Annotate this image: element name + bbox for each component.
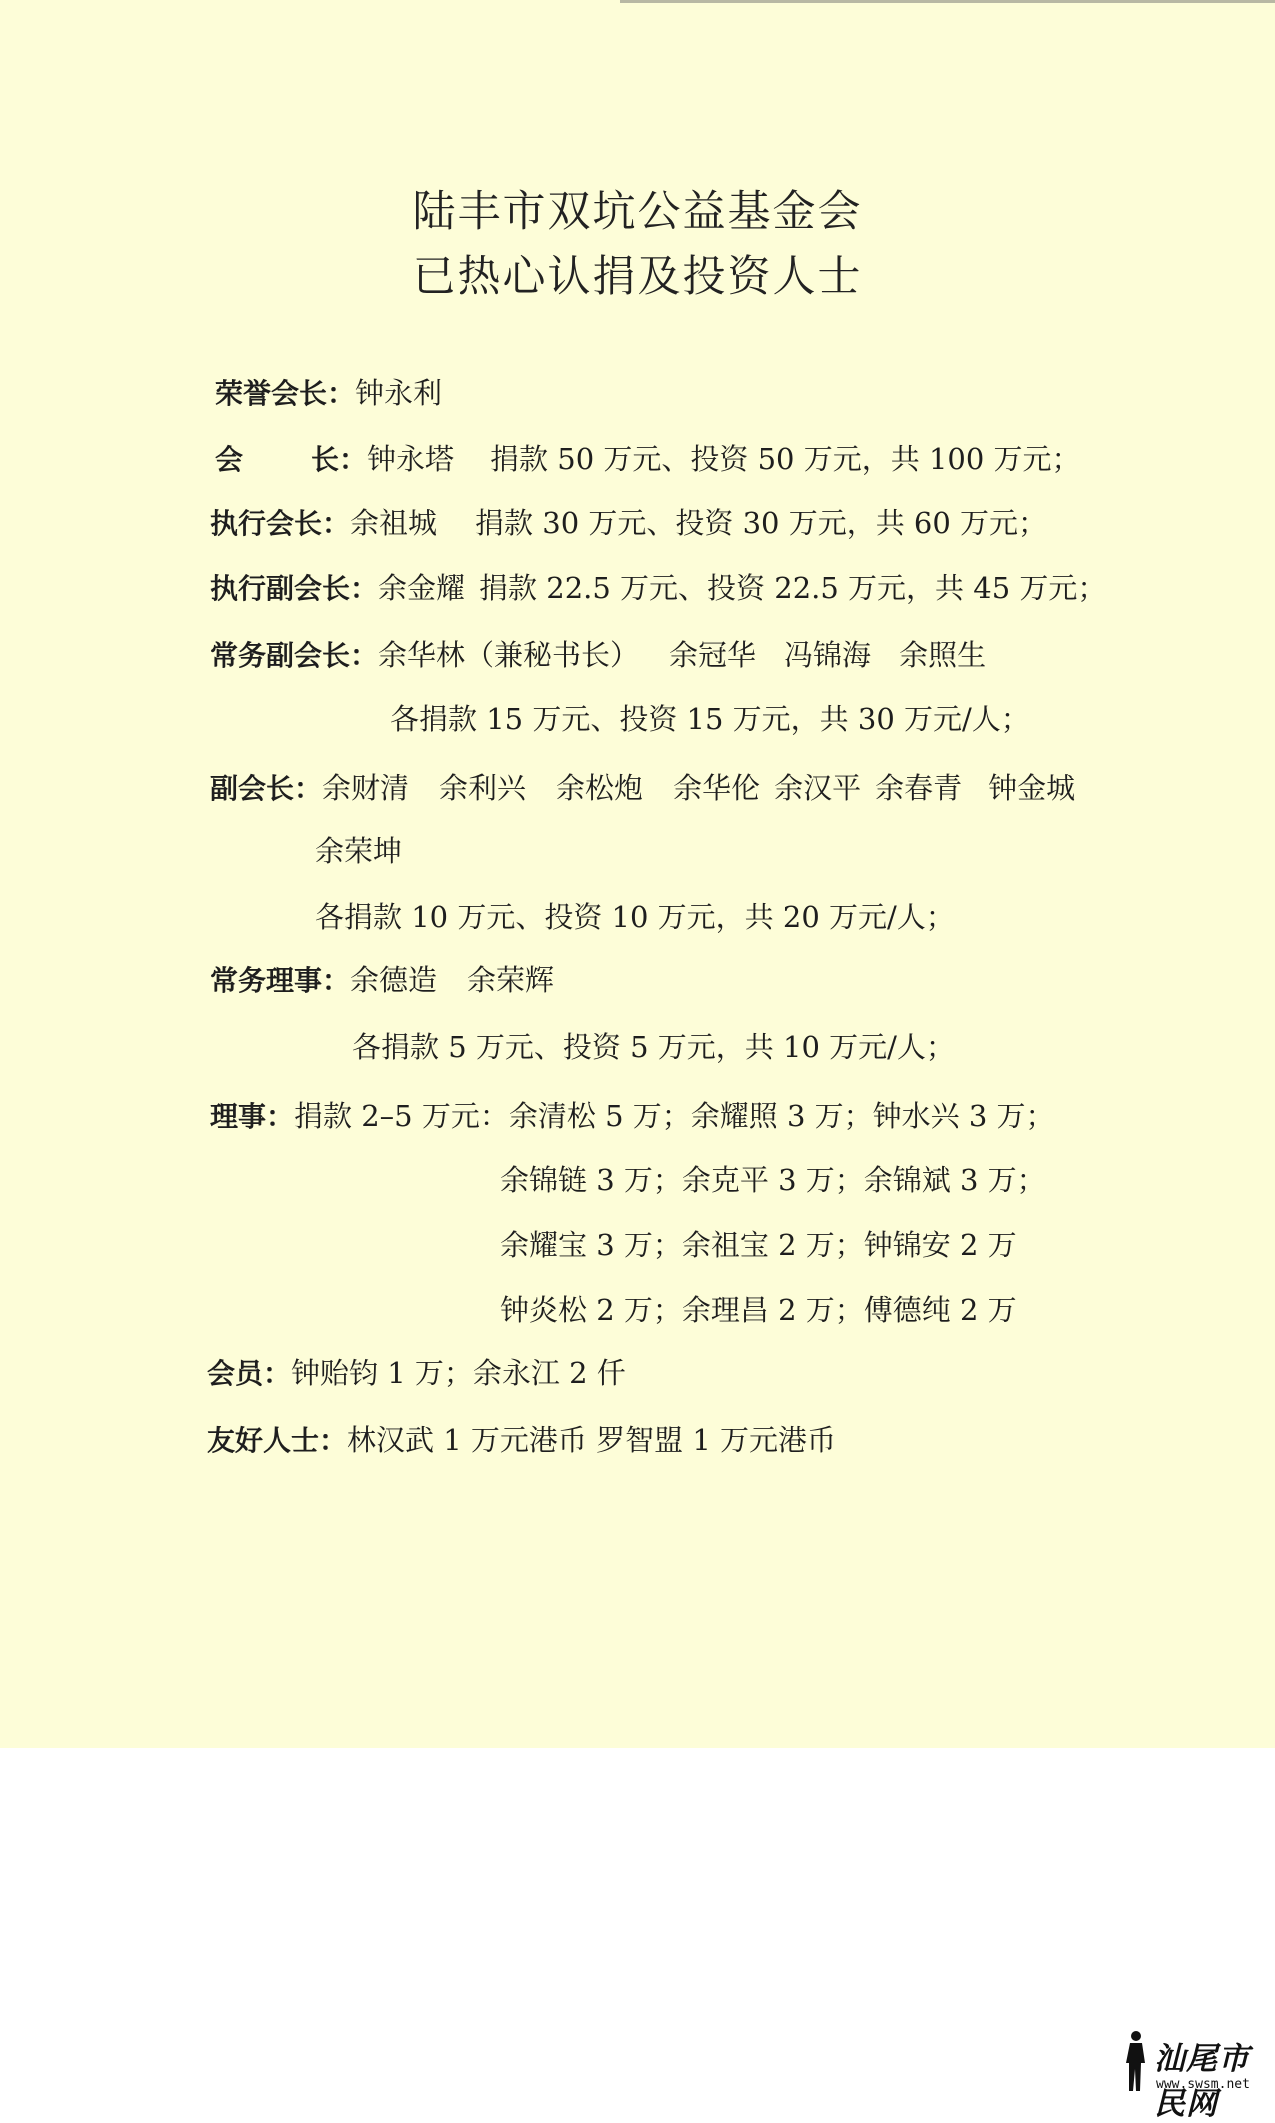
vice-president-row (210, 771, 1075, 806)
standing-director-name: 余德造 (350, 963, 438, 997)
director-list-line3: 余耀宝 3 万；余祖宝 2 万；钟锦安 2 万 (500, 1228, 1017, 1262)
president-label-a: 会 (215, 443, 244, 476)
standing-vice-president-name: 余冠华 (669, 638, 757, 672)
friend-row (207, 1423, 836, 1458)
watermark-url: www.swsm.net (1156, 2077, 1250, 2092)
executive-vice-president-name: 余金耀 (378, 571, 466, 605)
document-subtitle: 已热心认捐及投资人士 (412, 252, 863, 302)
standing-vice-president-name: 冯锦海 (784, 638, 872, 672)
executive-vice-president-row (210, 571, 1106, 606)
executive-president-row (210, 506, 1047, 541)
director-list-line4: 钟炎松 2 万；余理昌 2 万；傅德纯 2 万 (500, 1293, 1017, 1327)
friend-list: 林汉武 1 万元港币 罗智盟 1 万元港币 (347, 1423, 837, 1457)
director-label: 理事： (210, 1100, 295, 1133)
honorary-president-label: 荣誉会长： (215, 377, 356, 410)
honorary-president-name: 钟永利 (355, 376, 443, 410)
executive-president-label: 执行会长： (210, 507, 351, 540)
standing-director-name: 余荣辉 (467, 963, 555, 997)
honorary-president-row (215, 376, 442, 411)
vice-president-name: 余华伦 (673, 771, 761, 805)
standing-vice-president-label: 常务副会长： (210, 639, 379, 672)
vice-president-name: 钟金城 (988, 771, 1076, 805)
executive-vice-president-amount: 捐款 22.5 万元、投资 22.5 万元，共 45 万元； (479, 571, 1107, 605)
document-title: 陆丰市双坑公益基金会 (412, 187, 863, 237)
executive-president-amount: 捐款 30 万元、投资 30 万元，共 60 万元； (475, 506, 1048, 540)
member-list: 钟贻钧 1 万；余永江 2 仟 (291, 1356, 626, 1390)
standing-director-amount: 各捐款 5 万元、投资 5 万元，共 10 万元/人； (352, 1030, 955, 1064)
standing-director-row (210, 963, 554, 998)
site-watermark (1118, 2025, 1275, 2122)
vice-president-label: 副会长： (210, 772, 323, 805)
watermark-logo: 汕尾市民网 (1154, 2041, 1250, 2122)
paper-top-edge (620, 0, 1275, 3)
vice-president-name: 余财清 (322, 771, 410, 805)
silhouette-icon (1120, 2029, 1150, 2095)
president-label-b: 长： (311, 443, 368, 476)
vice-president-name-line2: 余荣坤 (315, 834, 403, 868)
standing-director-label: 常务理事： (210, 964, 351, 997)
standing-vice-president-name: 余华林（兼秘书长） (378, 638, 640, 672)
president-row (215, 442, 1081, 477)
member-label: 会员： (207, 1357, 292, 1390)
friend-label: 友好人士： (207, 1424, 348, 1457)
director-row (210, 1099, 1055, 1134)
vice-president-name: 余汉平 (774, 771, 862, 805)
standing-vice-president-row (210, 638, 986, 673)
vice-president-name: 余利兴 (439, 771, 527, 805)
vice-president-name: 余春青 (875, 771, 963, 805)
standing-vice-president-name: 余照生 (899, 638, 987, 672)
director-list-line2: 余锦链 3 万；余克平 3 万；余锦斌 3 万； (500, 1163, 1046, 1197)
president-name: 钟永塔 (367, 442, 455, 476)
director-list-line1: 余清松 5 万；余耀照 3 万；钟水兴 3 万； (508, 1099, 1055, 1133)
vice-president-amount: 各捐款 10 万元、投资 10 万元，共 20 万元/人； (315, 900, 955, 934)
standing-vice-president-amount: 各捐款 15 万元、投资 15 万元，共 30 万元/人； (390, 702, 1030, 736)
executive-president-name: 余祖城 (350, 506, 438, 540)
director-range: 捐款 2–5 万元： (294, 1099, 509, 1133)
president-amount: 捐款 50 万元、投资 50 万元，共 100 万元； (490, 442, 1081, 476)
executive-vice-president-label: 执行副会长： (210, 572, 379, 605)
vice-president-name: 余松炮 (556, 771, 644, 805)
member-row (207, 1356, 626, 1391)
